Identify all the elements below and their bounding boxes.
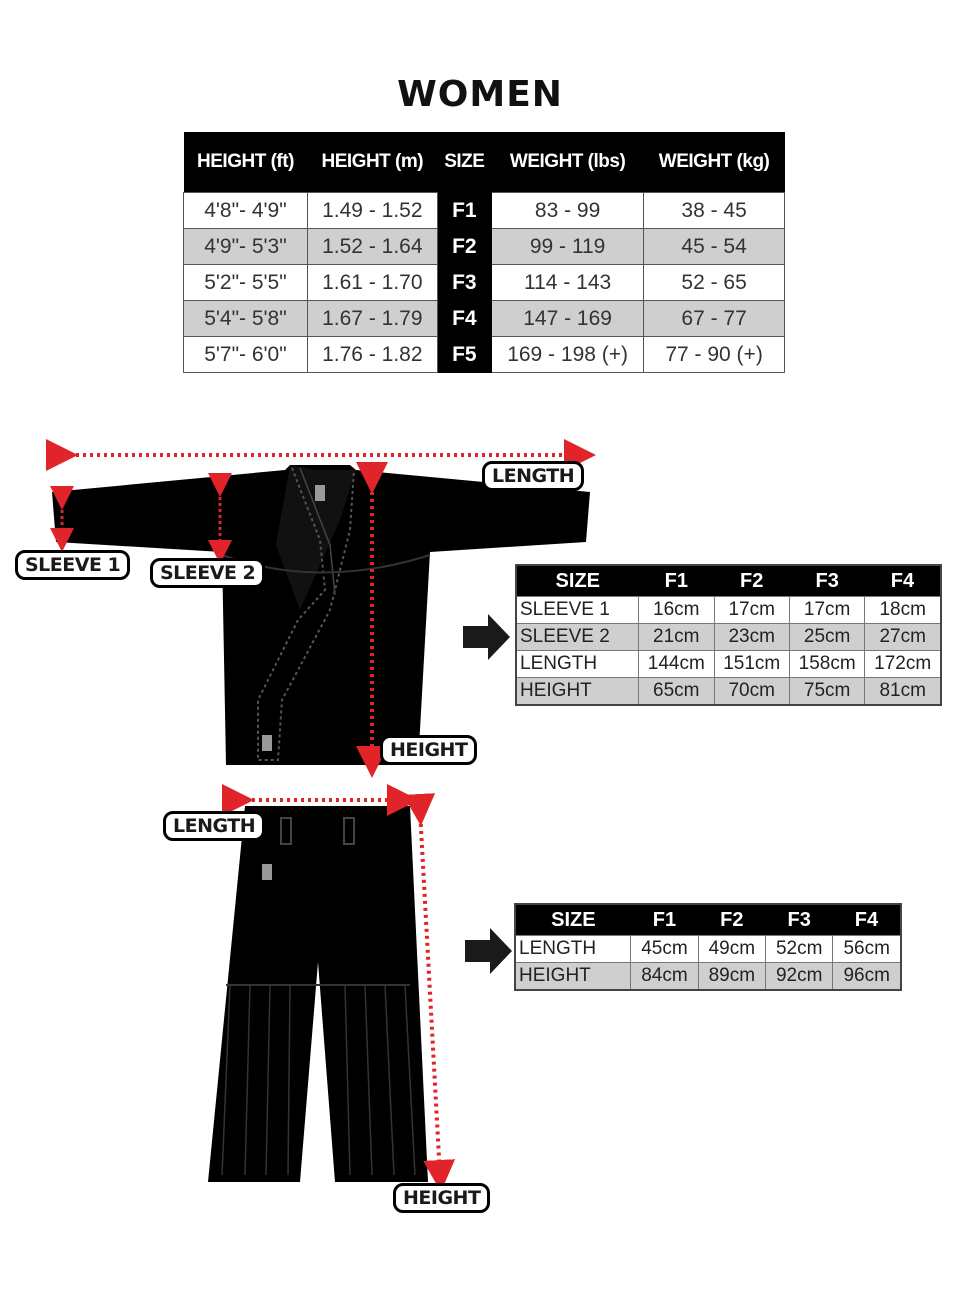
cell-height-m: 1.67 - 1.79 bbox=[307, 301, 437, 337]
cell-value: 151cm bbox=[714, 651, 789, 678]
header-weight-kg: WEIGHT (kg) bbox=[644, 132, 785, 193]
cell-value: 84cm bbox=[631, 963, 698, 991]
row-label: SLEEVE 2 bbox=[516, 624, 639, 651]
table-row bbox=[516, 597, 941, 624]
cell-value: 17cm bbox=[714, 597, 789, 624]
cell-weight-kg: 67 - 77 bbox=[644, 301, 785, 337]
cell-value: 70cm bbox=[714, 678, 789, 706]
cell-value: 89cm bbox=[698, 963, 765, 991]
cell-value: 75cm bbox=[789, 678, 864, 706]
cell-value: 52cm bbox=[766, 936, 833, 963]
cell-size: F2 bbox=[437, 229, 491, 265]
cell-value: 27cm bbox=[865, 624, 941, 651]
cell-height-m: 1.49 - 1.52 bbox=[307, 193, 437, 229]
cell-value: 17cm bbox=[789, 597, 864, 624]
cell-weight-kg: 38 - 45 bbox=[644, 193, 785, 229]
header-height-ft: HEIGHT (ft) bbox=[184, 132, 308, 193]
jacket-illustration bbox=[52, 465, 590, 765]
cell-weight-kg: 52 - 65 bbox=[644, 265, 785, 301]
cell-value: 96cm bbox=[833, 963, 901, 991]
cell-value: 56cm bbox=[833, 936, 901, 963]
row-label: LENGTH bbox=[516, 651, 639, 678]
cell-weight-lbs: 147 - 169 bbox=[492, 301, 644, 337]
cell-height-ft: 5'4"- 5'8" bbox=[184, 301, 308, 337]
row-label: SLEEVE 1 bbox=[516, 597, 639, 624]
cell-size: F1 bbox=[437, 193, 491, 229]
cell-value: 21cm bbox=[639, 624, 714, 651]
cell-weight-lbs: 114 - 143 bbox=[492, 265, 644, 301]
jacket-measurement-table bbox=[515, 564, 942, 706]
cell-height-ft: 4'8"- 4'9" bbox=[184, 193, 308, 229]
jacket-arrow-icon bbox=[463, 614, 510, 660]
sleeve1-tag: SLEEVE 1 bbox=[15, 550, 130, 580]
cell-value: 158cm bbox=[789, 651, 864, 678]
header-f4: F4 bbox=[865, 565, 941, 597]
cell-size: F4 bbox=[437, 301, 491, 337]
cell-value: 25cm bbox=[789, 624, 864, 651]
cell-size: F5 bbox=[437, 337, 491, 373]
jacket-table-header-row bbox=[516, 565, 941, 597]
pants-illustration bbox=[208, 806, 428, 1182]
pants-patch-icon bbox=[262, 864, 272, 880]
header-f1: F1 bbox=[631, 904, 698, 936]
pants-table-header-row bbox=[515, 904, 901, 936]
pants-arrow-icon bbox=[465, 928, 512, 974]
page-title: WOMEN bbox=[397, 74, 563, 115]
cell-weight-lbs: 83 - 99 bbox=[492, 193, 644, 229]
table-row bbox=[516, 651, 941, 678]
header-height-m: HEIGHT (m) bbox=[307, 132, 437, 193]
header-f3: F3 bbox=[766, 904, 833, 936]
cell-value: 49cm bbox=[698, 936, 765, 963]
cell-height-ft: 4'9"- 5'3" bbox=[184, 229, 308, 265]
cell-value: 16cm bbox=[639, 597, 714, 624]
table-row bbox=[515, 936, 901, 963]
cell-value: 65cm bbox=[639, 678, 714, 706]
header-size: SIZE bbox=[515, 904, 631, 936]
table-row bbox=[516, 624, 941, 651]
cell-weight-lbs: 99 - 119 bbox=[492, 229, 644, 265]
cell-height-m: 1.52 - 1.64 bbox=[307, 229, 437, 265]
row-label: HEIGHT bbox=[515, 963, 631, 991]
cell-weight-kg: 45 - 54 bbox=[644, 229, 785, 265]
pants-height-tag: HEIGHT bbox=[393, 1183, 490, 1213]
jacket-patch-icon bbox=[315, 485, 325, 501]
header-weight-lbs: WEIGHT (lbs) bbox=[492, 132, 644, 193]
cell-height-ft: 5'2"- 5'5" bbox=[184, 265, 308, 301]
cell-value: 81cm bbox=[865, 678, 941, 706]
cell-height-ft: 5'7"- 6'0" bbox=[184, 337, 308, 373]
header-size: SIZE bbox=[437, 132, 491, 193]
jacket-height-tag: HEIGHT bbox=[380, 735, 477, 765]
pants-length-tag: LENGTH bbox=[163, 811, 265, 841]
cell-value: 23cm bbox=[714, 624, 789, 651]
cell-height-m: 1.61 - 1.70 bbox=[307, 265, 437, 301]
cell-value: 92cm bbox=[766, 963, 833, 991]
row-label: LENGTH bbox=[515, 936, 631, 963]
sleeve2-tag: SLEEVE 2 bbox=[150, 558, 265, 588]
cell-value: 18cm bbox=[865, 597, 941, 624]
row-label: HEIGHT bbox=[516, 678, 639, 706]
header-f2: F2 bbox=[714, 565, 789, 597]
header-f2: F2 bbox=[698, 904, 765, 936]
belt-patch-icon bbox=[262, 735, 272, 751]
cell-value: 172cm bbox=[865, 651, 941, 678]
jacket-length-tag: LENGTH bbox=[482, 461, 584, 491]
cell-value: 45cm bbox=[631, 936, 698, 963]
cell-weight-kg: 77 - 90 (+) bbox=[644, 337, 785, 373]
pants-measurement-table bbox=[514, 903, 902, 991]
header-f1: F1 bbox=[639, 565, 714, 597]
cell-size: F3 bbox=[437, 265, 491, 301]
cell-height-m: 1.76 - 1.82 bbox=[307, 337, 437, 373]
table-row bbox=[515, 963, 901, 991]
header-f3: F3 bbox=[789, 565, 864, 597]
cell-value: 144cm bbox=[639, 651, 714, 678]
cell-weight-lbs: 169 - 198 (+) bbox=[492, 337, 644, 373]
header-size: SIZE bbox=[516, 565, 639, 597]
header-f4: F4 bbox=[833, 904, 901, 936]
table-row bbox=[516, 678, 941, 706]
